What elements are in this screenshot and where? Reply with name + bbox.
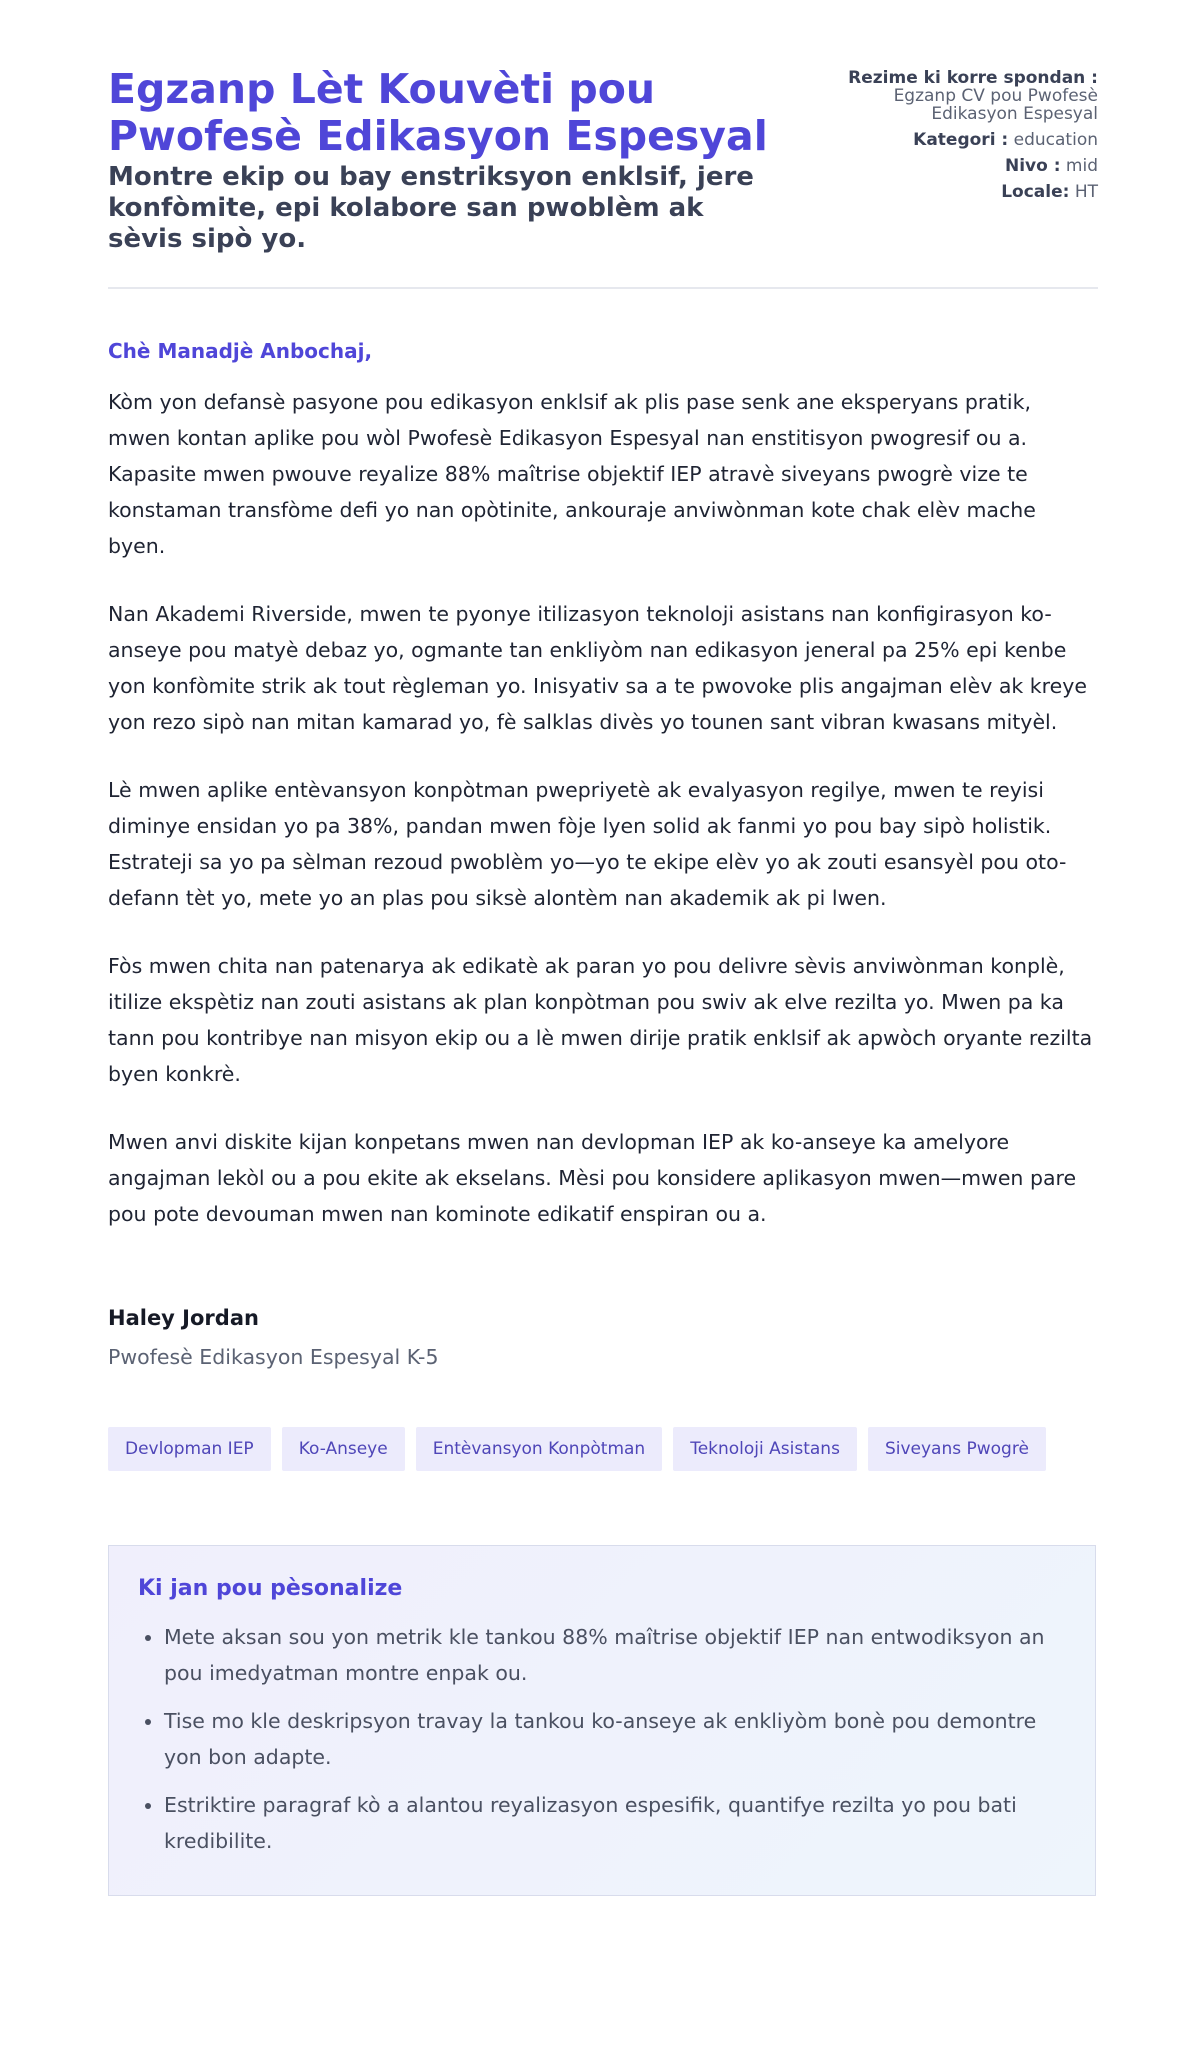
skill-tag: Devlopman IEP <box>108 1427 271 1471</box>
header-title-block <box>108 66 768 255</box>
tips-title: Ki jan pou pèsonalize <box>138 1576 403 1601</box>
meta-level-label: Nivo : <box>1004 156 1061 176</box>
customization-tips-box <box>108 1545 1096 1896</box>
skill-tag: Entèvansyon Konpòtman <box>416 1427 662 1471</box>
page-subtitle: Montre ekip ou bay enstriksyon enklsif, jere konfòmite, epi kolabore san pwoblèm ak sèvis sipò yo. <box>108 162 754 254</box>
meta-level-value: mid <box>1065 156 1098 176</box>
meta-level <box>768 157 1098 175</box>
meta-locale <box>768 183 1098 201</box>
cover-letter-page <box>108 0 1098 1896</box>
letter-paragraph: Kòm yon defansè pasyone pou edikasyon enklsif ak plis pase senk ane eksperyans pratik, mwen kontan aplike pou wòl Pwofesè Edikasyon Espesyal nan enstitisyon pwogresif ou a. Kapasite mwen pwouve reyalize 88% maîtrise objektif IEP atravè siveyans pwogrè vize te konstaman transfòme defi yo nan opòtinite, ankouraje anviwònman kote chak elèv mache byen. <box>108 390 1036 558</box>
skill-tag: Siveyans Pwogrè <box>868 1427 1046 1471</box>
signature-role: Pwofesè Edikasyon Espesyal K-5 <box>108 1345 439 1369</box>
skill-tags <box>108 1427 1098 1471</box>
meta-template-label: Rezime ki korre spondan : <box>848 68 1098 88</box>
meta-category-label: Kategori : <box>913 130 1009 150</box>
meta-template-value: Egzanp CV pou Pwofesè Edikasyon Espesyal <box>893 86 1098 124</box>
skill-tag: Ko-Anseye <box>282 1427 405 1471</box>
meta-category-value: education <box>1013 130 1098 150</box>
meta-locale-value: HT <box>1074 182 1098 202</box>
letter-paragraph: Mwen anvi diskite kijan konpetans mwen nan devlopman IEP ak ko-anseye ka amelyore angajman lekòl ou a pou ekite ak ekselans. Mèsi pou konsidere aplikasyon mwen—mwen pare pou pote devouman mwen nan kominote edikatif enspiran ou a. <box>108 1130 1077 1226</box>
skill-tag: Teknoloji Asistans <box>673 1427 857 1471</box>
meta-template <box>768 69 1098 123</box>
letter-paragraph: Fòs mwen chita nan patenarya ak edikatè ak paran yo pou delivre sèvis anviwònman konplè, itilize ekspètiz nan zouti asistans ak plan konpòtman pou swiv ak elve rezilta yo. Mwen pa ka tann pou kontribye nan misyon ekip ou a lè mwen dirije pratik enklsif ak apwòch oryante rezilta byen konkrè. <box>108 954 1093 1086</box>
tip-item: • Tise mo kle deskripsyon travay la tankou ko-anseye ak enkliyòm bonè pou demontre yon bon adapte. <box>164 1703 1059 1775</box>
letter-paragraph: Nan Akademi Riverside, mwen te pyonye itilizasyon teknoloji asistans nan konfigirasyon ko-anseye pou matyè debaz yo, ogmante tan enkliyòm nan edikasyon jeneral pa 25% epi kenbe yon konfòmite strik ak tout règleman yo. Inisyativ sa a te pwovoke plis angajman elèv ak kreye yon rezo sipò nan mitan kamarad yo, fè salklas divès yo tounen sant vibran kwasans mityèl. <box>108 602 1088 734</box>
meta-category <box>768 131 1098 149</box>
letter-body <box>108 339 1098 1232</box>
letter-paragraph: Lè mwen aplike entèvansyon konpòtman pwepriyetè ak evalyasyon regilye, mwen te reyisi diminye ensidan yo pa 38%, pandan mwen fòje lyen solid ak fanmi yo pou bay sipò holistik. Estrateji sa yo pa sèlman rezoud pwoblèm yo—yo te ekipe elèv yo ak zouti esansyèl pou oto-defann tèt yo, mete yo an plas pou siksè alontèm nan akademik ak pi lwen. <box>108 778 1067 910</box>
page-title: Egzanp Lèt Kouvèti pou Pwofesè Edikasyon Espesyal <box>108 65 768 160</box>
page-header <box>108 66 1098 289</box>
tips-list <box>138 1619 1059 1859</box>
tip-item: • Estriktire paragraf kò a alantou reyalizasyon espesifik, quantifye rezilta yo pou bati kredibilite. <box>164 1787 1059 1859</box>
meta-panel <box>768 66 1098 209</box>
signature-name: Haley Jordan <box>108 1306 259 1330</box>
tip-item: • Mete aksan sou yon metrik kle tankou 88% maîtrise objektif IEP nan entwodiksyon an pou imedyatman montre enpak ou. <box>164 1619 1059 1691</box>
letter-greeting: Chè Manadjè Anbochaj, <box>108 339 373 363</box>
meta-locale-label: Locale: <box>1001 182 1070 202</box>
signature-block <box>108 1306 1098 1369</box>
